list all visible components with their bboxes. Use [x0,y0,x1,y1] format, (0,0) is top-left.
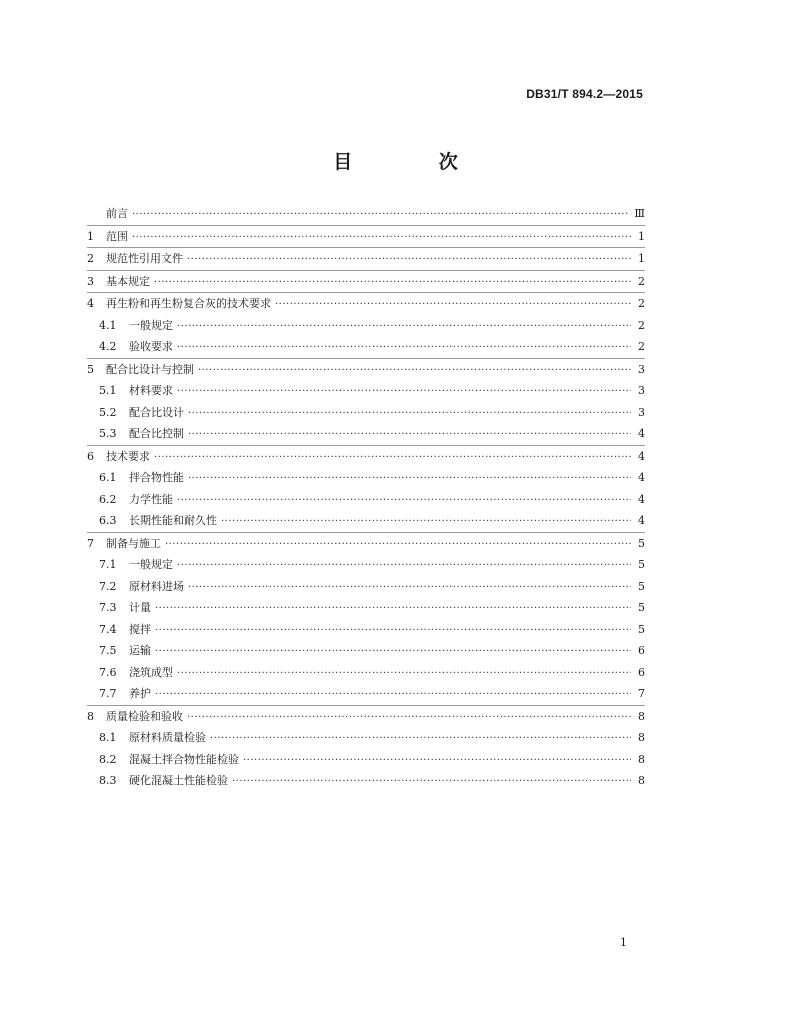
toc-entry-number: 7.7 [99,687,117,700]
toc-entry-label: 混凝土拌合物性能检验 [129,752,239,766]
dot-leader [243,749,631,771]
toc-entry-page: 2 [638,274,645,288]
toc-entry-number: 2 [87,252,94,265]
dot-leader [187,248,631,270]
dot-leader [177,380,631,402]
toc-entry-number: 3 [87,274,94,288]
toc-entry-label: 长期性能和耐久性 [129,514,217,527]
toc-entry[interactable] [87,358,645,381]
dot-leader [155,640,631,662]
toc-entry-number: 7.2 [99,579,117,593]
toc-entry-number: 7.4 [99,622,117,636]
toc-entry-page: 5 [638,579,645,593]
dot-leader [232,770,631,792]
toc-entry-page: 7 [638,687,645,700]
toc-entry-page: 2 [638,297,645,310]
toc-entry[interactable] [87,292,645,315]
toc-entry-number: 7.5 [99,644,117,657]
toc-entry-label: 一般规定 [129,318,173,332]
dot-leader [188,576,631,598]
toc-entry-page: 8 [638,709,645,723]
dot-leader [132,203,628,225]
toc-entry-page: 4 [638,492,645,506]
toc-entry-page: 1 [638,252,645,265]
dot-leader [155,619,631,641]
toc-entry-label: 原材料进场 [129,579,184,593]
toc-entry-number: 5.2 [99,405,117,419]
toc-subentry[interactable] [87,380,645,402]
toc-entry-number: 5 [87,362,94,376]
toc-entry-page: 3 [638,362,645,376]
toc-entry-number: 1 [87,229,94,243]
toc-entry-label: 拌合物性能 [129,471,184,484]
toc-entry-number: 8.3 [99,774,117,787]
toc-entry-number: 4.2 [99,340,117,353]
toc-entry-page: 5 [638,622,645,636]
toc-entry-label: 配合比控制 [129,427,184,440]
dot-leader [275,293,631,315]
dot-leader [187,706,631,728]
toc-entry-label: 前言 [106,207,128,220]
toc-entry-page: 2 [638,318,645,332]
toc-entry-page: 8 [638,752,645,766]
toc-entry[interactable] [87,705,645,728]
toc-entry-label: 材料要求 [129,384,173,397]
dot-leader [155,683,631,705]
toc-entry-label: 基本规定 [106,274,150,288]
toc-entry-page: 5 [638,601,645,614]
toc-subentry[interactable] [87,554,645,576]
toc-title: 目 次 [333,151,498,173]
toc-entry-number: 7.3 [99,601,117,614]
dot-leader [154,271,631,293]
toc-entry-label: 验收要求 [129,340,173,353]
toc-entry-label: 硬化混凝土性能检验 [129,774,228,787]
toc-entry-number: 7.1 [99,558,117,571]
toc-entry-number: 7 [87,536,94,550]
toc-subentry[interactable] [87,640,645,662]
toc-entry-page: 4 [638,514,645,527]
dot-leader [221,510,631,532]
toc-entry-label: 计量 [129,601,151,614]
toc-entry-label: 配合比设计与控制 [106,362,194,376]
toc-entry-label: 运输 [129,644,151,657]
toc-subentry[interactable] [87,749,645,771]
toc-entry-page: 4 [638,471,645,484]
toc-entry-number: 6.1 [99,471,117,484]
toc-entry-page: 8 [638,731,645,744]
toc-entry-page: 5 [638,536,645,550]
toc-entry[interactable] [87,225,645,248]
toc-entry-label: 养护 [129,687,151,700]
toc-entry-number: 7.6 [99,665,117,679]
toc-entry-page: 3 [638,384,645,397]
dot-leader [165,533,631,555]
toc-entry-label: 质量检验和验收 [106,709,183,723]
toc-entry-page: Ⅲ [634,207,645,220]
toc-subentry[interactable] [87,576,645,598]
toc-entry-label: 浇筑成型 [129,665,173,679]
toc-subentry[interactable] [87,423,645,445]
toc-entry-label: 范围 [106,229,128,243]
dot-leader [132,226,631,248]
dot-leader [177,662,631,684]
page-number: 1 [620,936,627,949]
toc-entry-page: 2 [638,340,645,353]
toc-subentry[interactable] [87,597,645,619]
toc-subentry[interactable] [87,336,645,358]
dot-leader [177,336,631,358]
toc-entry-label: 原材料质量检验 [129,731,206,744]
toc-subentry[interactable] [87,770,645,792]
table-of-contents [87,203,645,792]
toc-entry-number: 6.2 [99,492,117,506]
toc-entry[interactable] [87,203,645,225]
toc-entry-page: 8 [638,774,645,787]
dot-leader [154,446,631,468]
toc-subentry[interactable] [87,683,645,705]
dot-leader [188,467,631,489]
dot-leader [210,727,631,749]
toc-subentry[interactable] [87,619,645,641]
toc-entry-number: 8.1 [99,731,117,744]
dot-leader [177,489,631,511]
toc-entry-page: 6 [638,644,645,657]
toc-subentry[interactable] [87,467,645,489]
toc-entry-page: 1 [638,229,645,243]
toc-entry-label: 一般规定 [129,558,173,571]
toc-entry-page: 5 [638,558,645,571]
dot-leader [188,423,631,445]
toc-entry-label: 搅拌 [129,622,151,636]
toc-entry-page: 6 [638,665,645,679]
toc-entry-label: 力学性能 [129,492,173,506]
toc-entry-label: 技术要求 [106,449,150,463]
dot-leader [177,554,631,576]
dot-leader [198,359,631,381]
toc-entry-number: 6.3 [99,514,117,527]
toc-subentry[interactable] [87,402,645,424]
toc-entry-label: 制备与施工 [106,536,161,550]
toc-subentry[interactable] [87,662,645,684]
toc-entry-number: 8 [87,709,94,723]
toc-subentry[interactable] [87,315,645,337]
toc-entry-label: 规范性引用文件 [106,252,183,265]
toc-entry-number: 5.1 [99,384,117,397]
toc-entry-label: 再生粉和再生粉复合灰的技术要求 [106,297,271,310]
toc-entry[interactable] [87,270,645,293]
toc-entry-page: 3 [638,405,645,419]
toc-entry[interactable] [87,445,645,468]
toc-subentry[interactable] [87,489,645,511]
toc-entry-number: 5.3 [99,427,117,440]
toc-entry[interactable] [87,247,645,270]
dot-leader [155,597,631,619]
toc-entry-number: 4.1 [99,318,117,332]
dot-leader [177,315,631,337]
toc-subentry[interactable] [87,727,645,749]
dot-leader [188,402,631,424]
toc-entry-number: 6 [87,449,94,463]
toc-entry-page: 4 [638,427,645,440]
toc-subentry[interactable] [87,510,645,532]
toc-entry[interactable] [87,532,645,555]
toc-entry-number: 4 [87,297,94,310]
toc-entry-number: 8.2 [99,752,117,766]
toc-entry-label: 配合比设计 [129,405,184,419]
toc-entry-page: 4 [638,449,645,463]
document-code: DB31/T 894.2—2015 [526,87,643,101]
